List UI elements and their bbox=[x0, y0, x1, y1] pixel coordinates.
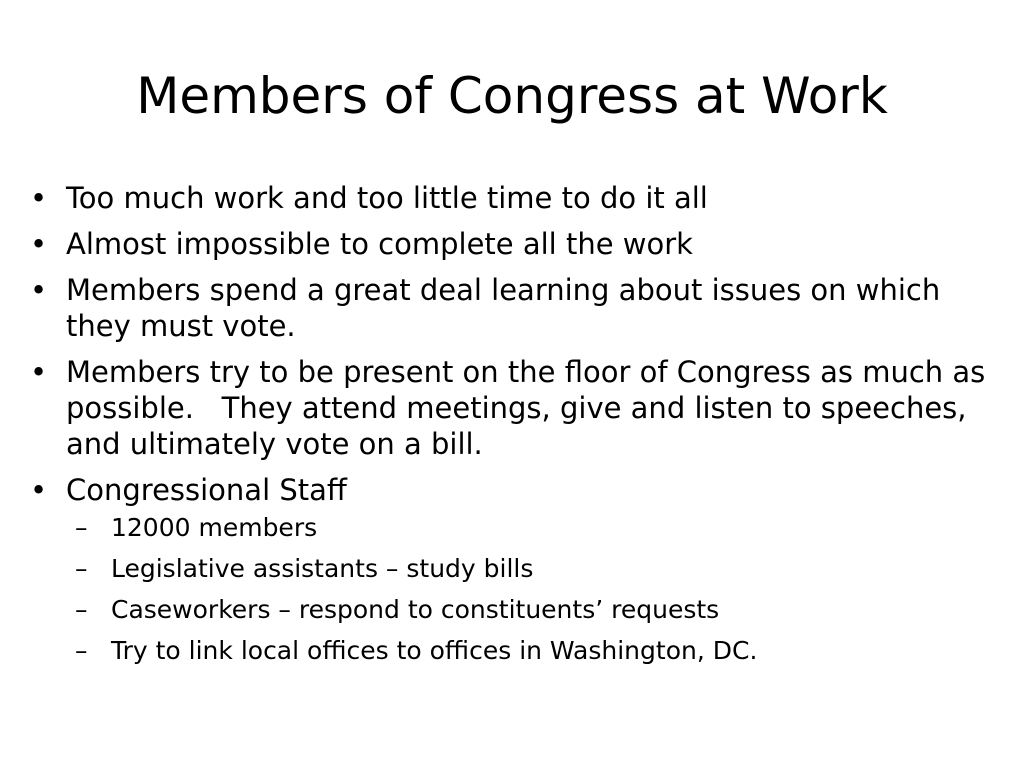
slide-title: Members of Congress at Work bbox=[136, 67, 888, 125]
bullet-marker: • bbox=[30, 355, 48, 389]
sub-bullet-item bbox=[30, 635, 1005, 666]
bullet-item bbox=[30, 226, 1005, 262]
bullet-text: Congressional Staff bbox=[66, 473, 347, 507]
bullet-text: Too much work and too little time to do it all bbox=[66, 181, 708, 215]
sub-bullet-marker: – bbox=[75, 595, 88, 624]
sub-bullet-item bbox=[30, 594, 1005, 625]
sub-bullet-item bbox=[30, 553, 1005, 584]
bullet-marker: • bbox=[30, 227, 48, 261]
bullet-list bbox=[30, 180, 1005, 676]
bullet-text: Members spend a great deal learning about issues on which they must vote. bbox=[66, 273, 941, 343]
sub-bullet-text: Try to link local offices to offices in Washington, DC. bbox=[111, 636, 758, 665]
sub-bullet-text: 12000 members bbox=[111, 513, 318, 542]
bullet-marker: • bbox=[30, 181, 48, 215]
bullet-marker: • bbox=[30, 273, 48, 307]
bullet-text: Almost impossible to complete all the work bbox=[66, 227, 693, 261]
bullet-marker: • bbox=[30, 473, 48, 507]
sub-bullet-item bbox=[30, 512, 1005, 543]
bullet-text: Members try to be present on the floor of Congress as much as possible. They attend meetings, give and listen to speeches, and ultimately vote on a bill. bbox=[66, 355, 995, 461]
bullet-item bbox=[30, 180, 1005, 216]
sub-bullet-marker: – bbox=[75, 636, 88, 665]
sub-bullet-marker: – bbox=[75, 554, 88, 583]
bullet-item bbox=[30, 272, 1005, 344]
sub-bullet-text: Legislative assistants – study bills bbox=[111, 554, 534, 583]
bullet-item bbox=[30, 472, 1005, 666]
bullet-item bbox=[30, 354, 1005, 462]
sub-bullet-text: Caseworkers – respond to constituents’ requests bbox=[111, 595, 720, 624]
sub-bullet-marker: – bbox=[75, 513, 88, 542]
sub-bullet-list bbox=[66, 512, 1005, 666]
